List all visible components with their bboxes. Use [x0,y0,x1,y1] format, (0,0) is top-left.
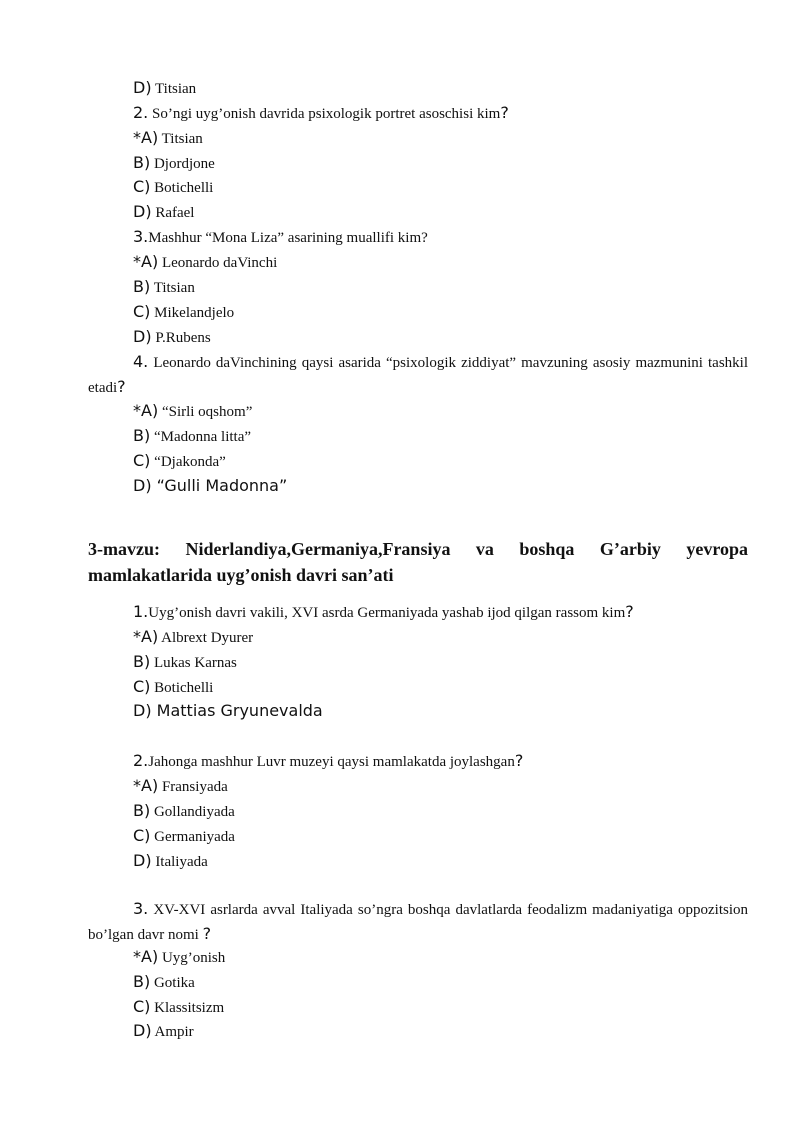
option-label: C) [133,302,151,321]
question-text: XV-XVI asrlarda avval Italiyada so’ngra boshqa davlatlarda feodalizm madaniyatiga oppozitsion bo’lgan davr nomi [88,902,749,943]
answer-option [133,177,213,198]
option-label: C) [133,677,151,696]
question-text: Leonardo daVinchining qaysi asarida “psixologik ziddiyat” mavzuning asosiy mazmunini tashkil etadi [88,355,748,396]
question-mark: ? [202,924,212,943]
answer-option [133,252,277,273]
option-label: B) [133,277,151,296]
question [133,602,634,623]
option-label: *A) [133,947,159,966]
question [133,227,428,248]
question-paragraph [88,897,748,947]
answer-option [133,327,211,348]
question-text: Mashhur “Mona Liza” asarining muallifi kim? [148,230,428,246]
option-label: *A) [133,252,159,271]
answer-option [133,997,224,1018]
option-text: P.Rubens [155,330,211,346]
option-text: Germaniyada [154,829,235,845]
question-text: So’ngi uyg’onish davrida psixologik portret asoschisi kim [152,106,501,122]
answer-option [133,202,194,223]
answer-option [133,426,251,447]
option-text: “Gulli Madonna” [156,476,288,495]
option-label: C) [133,451,151,470]
question-mark: ? [625,602,634,621]
question-mark: ? [514,751,524,770]
answer-option [133,801,235,822]
option-text: Titsian [161,131,203,147]
answer-option [133,972,195,993]
option-label: D) [133,851,152,870]
option-label: D) [133,701,152,720]
question-number: 1. [133,602,149,621]
answer-option [133,451,226,472]
option-label: C) [133,177,151,196]
question-number: 2. [133,751,149,770]
question-text: Jahonga mashhur Luvr muzeyi qaysi mamlakatda joylashgan [148,754,515,770]
option-text: Gotika [153,975,195,991]
option-text: Titsian [153,280,195,296]
option-label: D) [133,1021,152,1040]
option-text: Botichelli [154,680,214,696]
question-mark: ? [117,377,126,396]
option-label: D) [133,476,152,495]
answer-option [133,78,196,99]
question [133,103,509,124]
option-label: *A) [133,627,159,646]
option-text: Albrext Dyurer [161,630,254,646]
question-number: 2. [133,103,149,122]
option-label: D) [133,78,152,97]
question-number: 4. [133,352,149,371]
answer-option [133,627,253,648]
question-number: 3. [133,899,149,918]
question-text: Uyg’onish davri vakili, XVI asrda Germaniyada yashab ijod qilgan rassom kim [148,605,626,621]
option-label: B) [133,652,151,671]
option-label: D) [133,327,152,346]
option-text: Mattias Gryunevalda [156,701,323,720]
option-label: B) [133,153,151,172]
answer-option [133,677,213,698]
section-heading: 3-mavzu: Niderlandiya,Germaniya,Fransiya va boshqa G’arbiy yevropa mamlakatlarida uyg’onish davri san’ati [88,539,748,585]
option-label: B) [133,426,151,445]
question [133,751,523,772]
answer-option [133,153,215,174]
answer-option [133,277,195,298]
answer-option [133,1021,194,1042]
option-label: *A) [133,776,159,795]
option-label: B) [133,972,151,991]
answer-option [133,302,234,323]
answer-option [133,401,252,422]
option-text: Gollandiyada [153,804,235,820]
option-text: Fransiyada [161,779,228,795]
answer-option [133,826,235,847]
question-number: 3. [133,227,149,246]
option-label: C) [133,826,151,845]
option-text: Mikelandjelo [154,305,235,321]
option-text: Djordjone [153,156,215,172]
option-label: *A) [133,401,159,420]
answer-option [133,652,237,673]
answer-option [133,701,323,721]
option-label: C) [133,997,151,1016]
option-text: Botichelli [154,180,214,196]
answer-option [133,476,287,496]
option-text: Italiyada [155,854,208,870]
option-text: “Sirli oqshom” [161,404,253,420]
answer-option [133,851,208,872]
question-mark: ? [500,103,509,122]
option-text: Klassitsizm [154,1000,225,1016]
question-paragraph [88,350,748,400]
option-text: “Djakonda” [154,454,226,470]
answer-option [133,776,228,797]
option-text: Lukas Karnas [153,655,237,671]
option-text: Titsian [155,81,197,97]
answer-option [133,128,203,149]
option-text: Ampir [154,1024,194,1040]
option-text: Leonardo daVinchi [161,255,278,271]
answer-option [133,947,225,968]
option-text: Rafael [155,205,195,221]
option-text: “Madonna litta” [153,429,252,445]
option-label: *A) [133,128,159,147]
option-text: Uyg’onish [161,950,226,966]
option-label: D) [133,202,152,221]
option-label: B) [133,801,151,820]
